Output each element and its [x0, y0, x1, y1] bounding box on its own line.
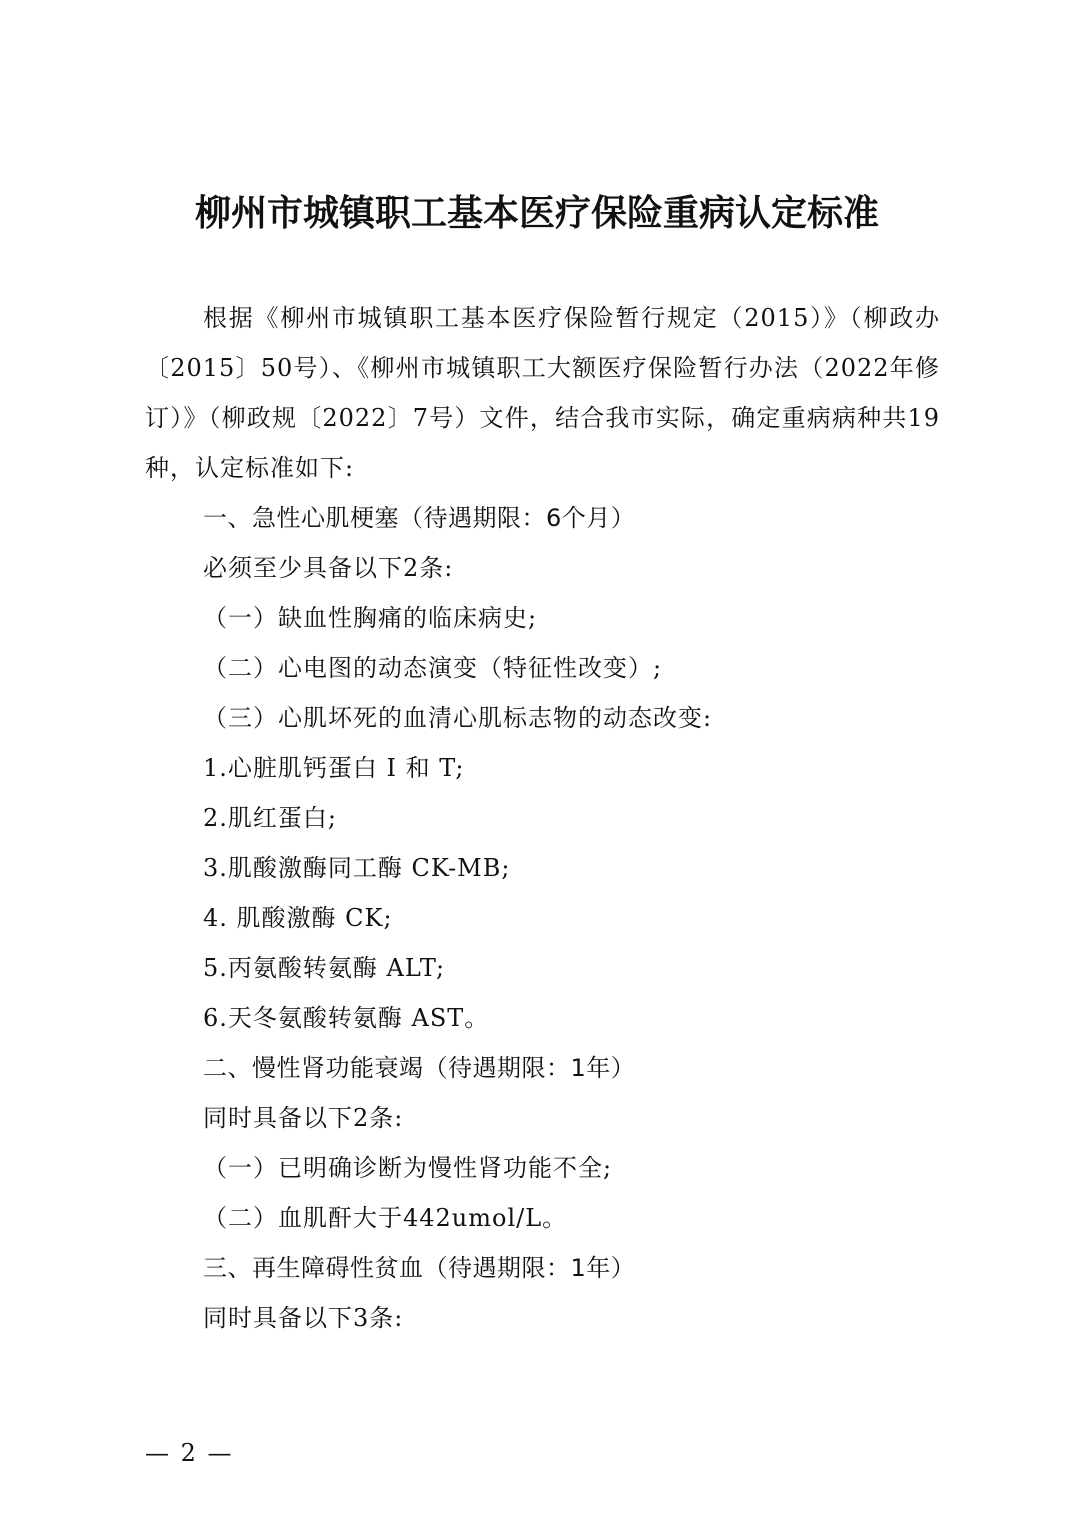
criteria-item: （一）已明确诊断为慢性肾功能不全; [203, 1154, 613, 1182]
section-heading: 二、慢性肾功能衰竭（待遇期限：1年） [203, 1054, 636, 1082]
section-condition: 必须至少具备以下2条: [203, 554, 454, 582]
section-condition: 同时具备以下2条: [203, 1104, 404, 1132]
criteria-item: （二）血肌酐大于442umol/L。 [203, 1204, 568, 1232]
page-number: — 2 — [145, 1439, 234, 1467]
marker-item: 4. 肌酸激酶 CK; [203, 904, 393, 932]
marker-item: 2.肌红蛋白; [203, 804, 337, 832]
page-title: 柳州市城镇职工基本医疗保险重病认定标准 [194, 193, 879, 234]
section-heading: 一、急性心肌梗塞（待遇期限：6个月） [203, 504, 636, 532]
marker-item: 3.肌酸激酶同工酶 CK-MB; [203, 854, 511, 882]
marker-item: 5.丙氨酸转氨酶 ALT; [203, 954, 446, 982]
marker-item: 6.天冬氨酸转氨酶 AST。 [203, 1004, 490, 1032]
marker-item: 1.心脏肌钙蛋白 I 和 T; [203, 754, 465, 782]
document-body [145, 293, 940, 1343]
section-condition: 同时具备以下3条: [203, 1304, 404, 1332]
criteria-item: （三）心肌坏死的血清心肌标志物的动态改变: [203, 704, 713, 732]
intro-paragraph: 根据《柳州市城镇职工基本医疗保险暂行规定（2015）》（柳政办〔2015〕50号）、《柳州市城镇职工大额医疗保险暂行办法（2022年修订）》（柳政规〔2022〕7号）文件，结合我市实际，确定重病病种共19种，认定标准如下: [145, 304, 940, 482]
criteria-item: （一）缺血性胸痛的临床病史; [203, 604, 538, 632]
criteria-item: （二）心电图的动态演变（特征性改变）; [203, 654, 663, 682]
section-heading: 三、再生障碍性贫血（待遇期限：1年） [203, 1254, 636, 1282]
